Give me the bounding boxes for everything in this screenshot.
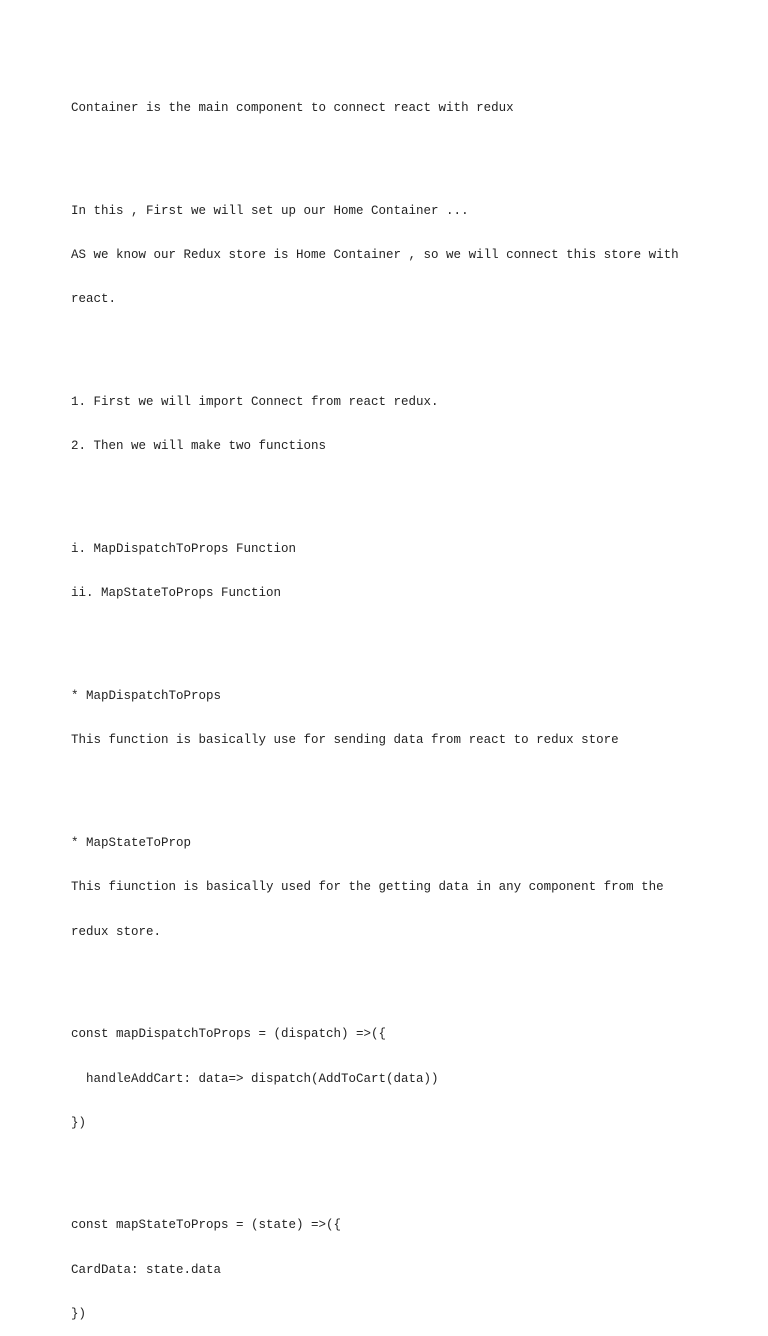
- step-line: 2. Then we will make two functions: [71, 439, 327, 454]
- function-list-item: ii. MapStateToProps Function: [71, 586, 282, 601]
- document-body: [71, 72, 711, 1336]
- function-list-item: i. MapDispatchToProps Function: [71, 542, 297, 557]
- step-line: 1. First we will import Connect from react redux.: [71, 395, 439, 410]
- code-dispatch-line: const mapDispatchToProps = (dispatch) =>({: [71, 1027, 387, 1042]
- blank-line: [71, 631, 711, 646]
- code-state-line: CardData: state.data: [71, 1262, 222, 1277]
- code-dispatch-line: }): [71, 1115, 87, 1130]
- state-description: This fiunction is basically used for the getting data in any component from the: [71, 880, 664, 895]
- blank-line: [71, 484, 711, 499]
- paragraph-line: In this , First we will set up our Home Container ...: [71, 204, 469, 219]
- code-state-line: }): [71, 1306, 87, 1321]
- dispatch-description: This function is basically use for sending data from react to redux store: [71, 733, 619, 748]
- blank-line: [71, 337, 711, 352]
- paragraph-line: AS we know our Redux store is Home Container , so we will connect this store with: [71, 248, 679, 263]
- state-heading: * MapStateToProp: [71, 836, 192, 851]
- paragraph-line: react.: [71, 292, 117, 307]
- intro-line: Container is the main component to connect react with redux: [71, 101, 514, 116]
- state-description: redux store.: [71, 924, 162, 939]
- blank-line: [71, 778, 711, 793]
- code-state-line: const mapStateToProps = (state) =>({: [71, 1218, 342, 1233]
- blank-line: [71, 1160, 711, 1175]
- code-dispatch-line: handleAddCart: data=> dispatch(AddToCart(data)): [71, 1071, 439, 1086]
- blank-line: [71, 146, 711, 161]
- dispatch-heading: * MapDispatchToProps: [71, 689, 222, 704]
- blank-line: [71, 969, 711, 984]
